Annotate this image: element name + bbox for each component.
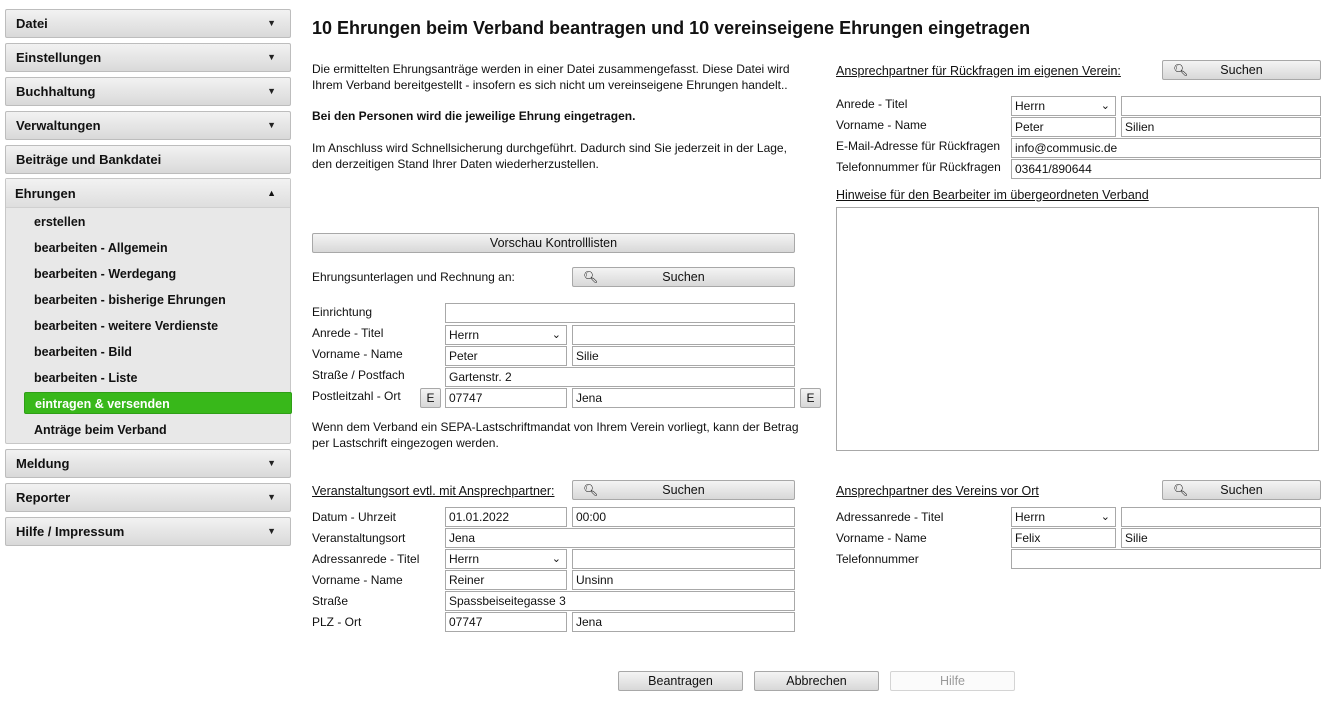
backup-line-1: Im Anschluss wird Schnellsicherung durchgeführt. Dadurch sind Sie jederzeit in der Lage, — [312, 141, 787, 155]
local-search-button[interactable] — [1162, 480, 1321, 500]
label-venue-plz: PLZ - Ort — [312, 615, 362, 629]
bold-note: Bei den Personen wird die jeweilige Ehrung eingetragen. — [312, 109, 636, 123]
chevron-down-icon: ⌄ — [551, 329, 561, 341]
nav-group-ehrungen — [5, 178, 291, 444]
caret-down-icon: ▼ — [267, 458, 276, 468]
intro-line-2: Ihrem Verband bereitgestellt - insofern es sich nicht um vereinseigene Ehrungen handelt.. — [312, 78, 788, 92]
search-label: Suchen — [1220, 483, 1263, 497]
nav-meldung[interactable] — [5, 449, 291, 478]
search-label: Suchen — [662, 483, 705, 497]
caret-down-icon: ▼ — [267, 86, 276, 96]
nav-label: Einstellungen — [16, 50, 102, 65]
nav-label: Verwaltungen — [16, 118, 101, 133]
label-name: Vorname - Name — [312, 347, 403, 361]
label-datum: Datum - Uhrzeit — [312, 510, 397, 524]
sub-bearbeiten-weitere-verdienste[interactable]: bearbeiten - weitere Verdienste — [34, 319, 219, 333]
label-contact-phone: Telefonnummer für Rückfragen — [836, 160, 1001, 174]
local-heading: Ansprechpartner des Vereins vor Ort — [836, 484, 1039, 498]
sub-bearbeiten-werdegang[interactable]: bearbeiten - Werdegang — [34, 267, 177, 281]
label-anrede: Anrede - Titel — [312, 326, 384, 340]
label-veranstaltungsort: Veranstaltungsort — [312, 531, 406, 545]
chevron-down-icon: ⌄ — [551, 553, 561, 565]
docs-heading: Ehrungsunterlagen und Rechnung an: — [312, 270, 515, 284]
sub-bearbeiten-allgemein[interactable]: bearbeiten - Allgemein — [34, 241, 168, 255]
nav-label: Hilfe / Impressum — [16, 524, 125, 539]
label-contact-anrede: Anrede - Titel — [836, 97, 908, 111]
einrichtung-input[interactable] — [445, 303, 795, 323]
caret-up-icon: ▲ — [267, 188, 276, 198]
docs-nachname-input[interactable]: Silie — [572, 346, 795, 366]
caret-down-icon: ▼ — [267, 526, 276, 536]
venue-ort-input[interactable]: Jena — [445, 528, 795, 548]
docs-plz-input[interactable]: 07747 — [445, 388, 567, 408]
nav-verwaltungen[interactable] — [5, 111, 291, 140]
docs-strasse-input[interactable]: Gartenstr. 2 — [445, 367, 795, 387]
label-venue-name: Vorname - Name — [312, 573, 403, 587]
nav-ehrungen[interactable] — [6, 179, 290, 208]
nav-reporter[interactable] — [5, 483, 291, 512]
sub-antraege-beim-verband[interactable]: Anträge beim Verband — [34, 423, 167, 437]
local-nachname-input[interactable]: Silie — [1121, 528, 1321, 548]
sepa-line-1: Wenn dem Verband ein SEPA-Lastschriftmandat von Ihrem Verein vorliegt, kann der Betrag — [312, 420, 799, 434]
contact-search-button[interactable] — [1162, 60, 1321, 80]
sub-bearbeiten-bisherige-ehrungen[interactable]: bearbeiten - bisherige Ehrungen — [34, 293, 226, 307]
venue-plz-input[interactable]: 07747 — [445, 612, 567, 632]
intro-line-1: Die ermittelten Ehrungsanträge werden in einer Datei zusammengefasst. Diese Datei wird — [312, 62, 790, 76]
venue-nachname-input[interactable]: Unsinn — [572, 570, 795, 590]
select-value: Herrn — [1015, 99, 1046, 113]
label-contact-email: E-Mail-Adresse für Rückfragen — [836, 139, 1001, 153]
hints-heading: Hinweise für den Bearbeiter im übergeordneten Verband — [836, 188, 1149, 202]
caret-down-icon: ▼ — [267, 18, 276, 28]
backup-line-2: den derzeitigen Stand Ihrer Daten wiederherzustellen. — [312, 157, 599, 171]
venue-titel-input[interactable] — [572, 549, 795, 569]
venue-plzort-input[interactable]: Jena — [572, 612, 795, 632]
local-anrede-select[interactable] — [1011, 507, 1116, 527]
nav-label: Beiträge und Bankdatei — [16, 152, 162, 167]
sub-bearbeiten-liste[interactable]: bearbeiten - Liste — [34, 371, 138, 385]
contact-nachname-input[interactable]: Silien — [1121, 117, 1321, 137]
cancel-button[interactable]: Abbrechen — [754, 671, 879, 691]
docs-vorname-input[interactable]: Peter — [445, 346, 567, 366]
plz-e-button[interactable]: E — [420, 388, 441, 408]
search-label: Suchen — [1220, 63, 1263, 77]
nav-datei[interactable] — [5, 9, 291, 38]
venue-anrede-select[interactable] — [445, 549, 567, 569]
contact-vorname-input[interactable]: Peter — [1011, 117, 1116, 137]
caret-down-icon: ▼ — [267, 52, 276, 62]
label-local-anrede: Adressanrede - Titel — [836, 510, 944, 524]
contact-titel-input[interactable] — [1121, 96, 1321, 116]
sepa-line-2: per Lastschrift eingezogen werden. — [312, 436, 499, 450]
nav-label: Ehrungen — [15, 186, 76, 201]
ort-e-button[interactable]: E — [800, 388, 821, 408]
submit-button[interactable]: Beantragen — [618, 671, 743, 691]
preview-button[interactable]: Vorschau Kontrolllisten — [312, 233, 795, 253]
label-local-phone: Telefonnummer — [836, 552, 919, 566]
search-icon: 🔍︎ — [583, 483, 599, 497]
sub-erstellen[interactable]: erstellen — [34, 215, 86, 229]
venue-strasse-input[interactable]: Spassbeiseitegasse 3 — [445, 591, 795, 611]
nav-einstellungen[interactable] — [5, 43, 291, 72]
search-icon: 🔍︎ — [1173, 63, 1189, 77]
select-value: Herrn — [449, 552, 480, 566]
venue-uhrzeit-input[interactable]: 00:00 — [572, 507, 795, 527]
page-title: 10 Ehrungen beim Verband beantragen und 10 vereinseigene Ehrungen eingetragen — [312, 18, 1031, 38]
docs-ort-input[interactable]: Jena — [572, 388, 795, 408]
chevron-down-icon: ⌄ — [1100, 511, 1110, 523]
local-phone-input[interactable] — [1011, 549, 1321, 569]
contact-anrede-select[interactable] — [1011, 96, 1116, 116]
nav-label: Datei — [16, 16, 48, 31]
label-strasse: Straße / Postfach — [312, 368, 405, 382]
nav-label: Meldung — [16, 456, 70, 471]
search-icon: 🔍︎ — [583, 270, 599, 284]
search-label: Suchen — [662, 270, 705, 284]
contact-phone-input[interactable]: 03641/890644 — [1011, 159, 1321, 179]
label-venue-strasse: Straße — [312, 594, 349, 608]
search-icon: 🔍︎ — [1173, 483, 1189, 497]
nav-buchhaltung[interactable] — [5, 77, 291, 106]
venue-heading: Veranstaltungsort evtl. mit Ansprechpartner: — [312, 484, 555, 498]
label-adressanrede: Adressanrede - Titel — [312, 552, 420, 566]
nav-beitraege[interactable] — [5, 145, 291, 174]
label-einrichtung: Einrichtung — [312, 305, 373, 319]
venue-vorname-input[interactable]: Reiner — [445, 570, 567, 590]
caret-down-icon: ▼ — [267, 120, 276, 130]
docs-titel-input[interactable] — [572, 325, 795, 345]
sub-bearbeiten-bild[interactable]: bearbeiten - Bild — [34, 345, 132, 359]
sub-eintragen-versenden[interactable]: eintragen & versenden — [24, 392, 292, 414]
docs-anrede-select[interactable] — [445, 325, 567, 345]
label-local-name: Vorname - Name — [836, 531, 927, 545]
select-value: Herrn — [449, 328, 480, 342]
label-contact-name: Vorname - Name — [836, 118, 927, 132]
venue-datum-input[interactable]: 01.01.2022 — [445, 507, 567, 527]
chevron-down-icon: ⌄ — [1100, 100, 1110, 112]
select-value: Herrn — [1015, 510, 1046, 524]
contact-email-input[interactable]: info@commusic.de — [1011, 138, 1321, 158]
local-vorname-input[interactable]: Felix — [1011, 528, 1116, 548]
contact-heading: Ansprechpartner für Rückfragen im eigenen Verein: — [836, 64, 1121, 78]
nav-label: Buchhaltung — [16, 84, 96, 99]
local-titel-input[interactable] — [1121, 507, 1321, 527]
caret-down-icon: ▼ — [267, 492, 276, 502]
docs-search-button[interactable] — [572, 267, 795, 287]
nav-hilfe[interactable] — [5, 517, 291, 546]
venue-search-button[interactable] — [572, 480, 795, 500]
hints-textarea[interactable] — [836, 207, 1319, 451]
help-button[interactable]: Hilfe — [890, 671, 1015, 691]
label-plz: Postleitzahl - Ort — [312, 389, 401, 403]
nav-label: Reporter — [16, 490, 71, 505]
